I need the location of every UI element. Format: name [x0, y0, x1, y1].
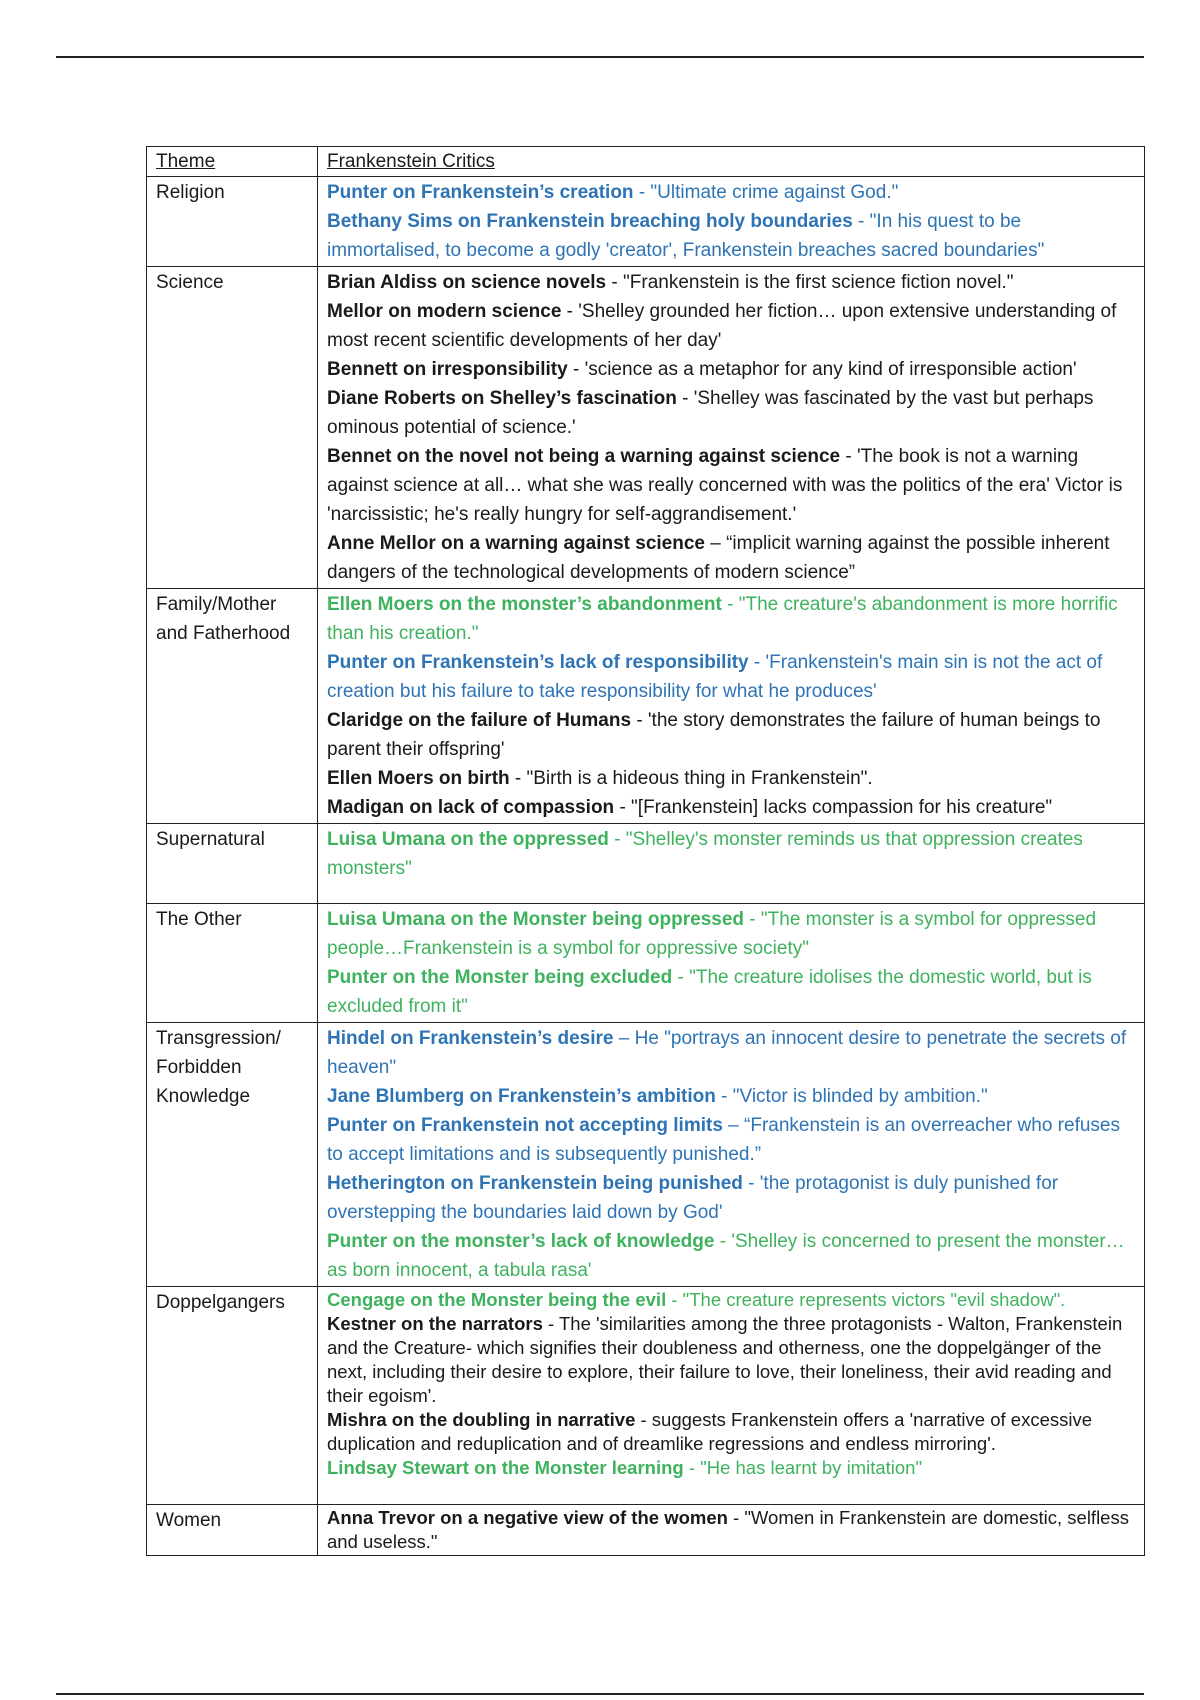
theme-column-header: Theme [147, 147, 318, 177]
critic-quote: - "Ultimate crime against God." [633, 182, 899, 203]
critic-entry [327, 178, 1135, 207]
critic-quote: - 'The book is not a warning against science at all… what she was really concerned with was the politics of the era' Victor is 'narcissistic; he's really hungry for self-aggrandisement.' [327, 446, 1123, 525]
table-row [147, 589, 1145, 824]
critics-cell [318, 1287, 1145, 1505]
bottom-rule [56, 1693, 1144, 1695]
table-row [147, 177, 1145, 267]
critic-name: Anne Mellor on a warning against science [327, 533, 705, 554]
critics-cell [318, 177, 1145, 267]
critic-name: Mishra on the doubling in narrative [327, 1409, 636, 1430]
critic-name: Bethany Sims on Frankenstein breaching holy boundaries [327, 211, 853, 232]
critic-quote: - 'Shelley is concerned to present the monster… as born innocent, a tabula rasa' [327, 1231, 1125, 1281]
table-row [147, 1023, 1145, 1287]
critic-entry [327, 207, 1135, 265]
critic-quote: - 'the story demonstrates the failure of human beings to parent their offspring' [327, 710, 1101, 760]
critics-cell [318, 589, 1145, 824]
critic-entry [327, 297, 1135, 355]
critic-name: Punter on Frankenstein’s creation [327, 182, 634, 203]
critic-quote: - 'Frankenstein's main sin is not the act of creation but his failure to take responsibility for what he produces' [327, 652, 1103, 702]
theme-cell: Religion [147, 177, 318, 267]
theme-cell: Women [147, 1505, 318, 1556]
critics-cell [318, 904, 1145, 1023]
critic-name: Lindsay Stewart on the Monster learning [327, 1457, 684, 1478]
table-row [147, 1505, 1145, 1556]
critic-entry [327, 963, 1135, 1021]
critic-quote: - "Shelley's monster reminds us that oppression creates monsters" [327, 829, 1083, 879]
critic-name: Luisa Umana on the oppressed [327, 829, 609, 850]
critic-name: Luisa Umana on the Monster being oppressed [327, 909, 745, 930]
critic-name: Jane Blumberg on Frankenstein’s ambition [327, 1086, 716, 1107]
critics-cell [318, 1023, 1145, 1287]
critic-name: Ellen Moers on birth [327, 768, 510, 789]
critic-entry [327, 442, 1135, 529]
critic-entry [327, 1506, 1135, 1554]
critic-entry [327, 590, 1135, 648]
critic-name: Bennett on irresponsibility [327, 359, 568, 380]
critic-name: Anna Trevor on a negative view of the women [327, 1507, 728, 1528]
theme-cell: Science [147, 267, 318, 589]
critic-name: Cengage on the Monster being the evil [327, 1289, 667, 1310]
critic-name: Hindel on Frankenstein’s desire [327, 1028, 614, 1049]
critic-quote: - "Victor is blinded by ambition." [715, 1086, 988, 1107]
critic-entry [327, 825, 1135, 883]
critic-name: Madigan on lack of compassion [327, 797, 615, 818]
critic-entry [327, 1312, 1135, 1408]
critic-entry [327, 648, 1135, 706]
critic-entry [327, 1169, 1135, 1227]
critic-entry [327, 793, 1135, 822]
critic-name: Brian Aldiss on science novels [327, 272, 607, 293]
critic-quote: - "Birth is a hideous thing in Frankenstein". [509, 768, 873, 789]
critic-name: Claridge on the failure of Humans [327, 710, 632, 731]
critics-column-header: Frankenstein Critics [318, 147, 1145, 177]
critic-entry [327, 764, 1135, 793]
critic-entry [327, 1456, 1135, 1480]
critic-quote: - "In his quest to be immortalised, to become a godly 'creator', Frankenstein breaches sacred boundaries" [327, 211, 1045, 261]
theme-cell: Family/Mother and Fatherhood [147, 589, 318, 824]
table-row [147, 267, 1145, 589]
critic-quote: - 'Shelley grounded her fiction… upon extensive understanding of most recent scientific developments of her day' [327, 301, 1117, 351]
critic-name: Punter on the monster’s lack of knowledge [327, 1231, 715, 1252]
theme-cell: Doppelgangers [147, 1287, 318, 1505]
critic-name: Bennet on the novel not being a warning against science [327, 446, 841, 467]
critic-name: Kestner on the narrators [327, 1313, 543, 1334]
critic-quote: - 'Shelley was fascinated by the vast but perhaps ominous potential of science.' [327, 388, 1094, 438]
critic-name: Ellen Moers on the monster’s abandonment [327, 594, 722, 615]
critic-quote: - "The monster is a symbol for oppressed people…Frankenstein is a symbol for oppressive society" [327, 909, 1097, 959]
table-header-row [147, 147, 1145, 177]
critic-entry [327, 1227, 1135, 1285]
critic-quote: - "Frankenstein is the first science fiction novel." [606, 272, 1014, 293]
critic-quote: – “Frankenstein is an overreacher who refuses to accept limitations and is subsequently punished.” [327, 1115, 1120, 1165]
critic-quote: - "[Frankenstein] lacks compassion for his creature" [614, 797, 1053, 818]
critic-quote: - The 'similarities among the three protagonists - Walton, Frankenstein and the Creature- which signifies their doubleness and otherness, one the doppelgänger of the next, including their desire to explore, their failure to love, their loneliness, their avid reading and their egoism'. [327, 1313, 1123, 1406]
critic-quote: - "Women in Frankenstein are domestic, selfless and useless." [327, 1507, 1129, 1552]
critics-cell [318, 267, 1145, 589]
critic-name: Punter on Frankenstein not accepting limits [327, 1115, 723, 1136]
table-row [147, 824, 1145, 904]
critic-name: Punter on the Monster being excluded [327, 967, 673, 988]
critic-entry [327, 355, 1135, 384]
table-row [147, 1287, 1145, 1505]
theme-cell: Transgression/ Forbidden Knowledge [147, 1023, 318, 1287]
table-row [147, 904, 1145, 1023]
critic-entry [327, 384, 1135, 442]
critic-quote: - suggests Frankenstein offers a 'narrative of excessive duplication and reduplication and of dreamlike regressions and endless mirroring'. [327, 1409, 1093, 1454]
critic-quote: – “implicit warning against the possible inherent dangers of the technological developments of modern science” [327, 533, 1110, 583]
critic-quote: - "He has learnt by imitation" [683, 1457, 923, 1478]
theme-cell: Supernatural [147, 824, 318, 904]
critic-name: Punter on Frankenstein’s lack of responsibility [327, 652, 749, 673]
critic-entry [327, 1024, 1135, 1082]
critic-quote: - "The creature's abandonment is more horrific than his creation." [327, 594, 1118, 644]
critic-quote: – He "portrays an innocent desire to penetrate the secrets of heaven" [327, 1028, 1127, 1078]
critic-entry [327, 1111, 1135, 1169]
critics-table [146, 146, 1145, 1556]
critic-name: Mellor on modern science [327, 301, 562, 322]
critic-name: Diane Roberts on Shelley’s fascination [327, 388, 677, 409]
critic-entry [327, 1408, 1135, 1456]
critic-entry [327, 706, 1135, 764]
critic-entry [327, 529, 1135, 587]
top-rule [56, 56, 1144, 58]
critic-entry [327, 1082, 1135, 1111]
critics-cell [318, 1505, 1145, 1556]
critic-quote: - 'science as a metaphor for any kind of irresponsible action' [567, 359, 1077, 380]
critic-quote: - 'the protagonist is duly punished for overstepping the boundaries laid down by God' [327, 1173, 1059, 1223]
critic-entry [327, 1288, 1135, 1312]
critic-quote: - "The creature idolises the domestic world, but is excluded from it" [327, 967, 1092, 1017]
critic-quote: - "The creature represents victors "evil shadow". [666, 1289, 1066, 1310]
critic-entry [327, 905, 1135, 963]
critics-cell [318, 824, 1145, 904]
critic-entry [327, 268, 1135, 297]
critic-name: Hetherington on Frankenstein being punished [327, 1173, 743, 1194]
theme-cell: The Other [147, 904, 318, 1023]
